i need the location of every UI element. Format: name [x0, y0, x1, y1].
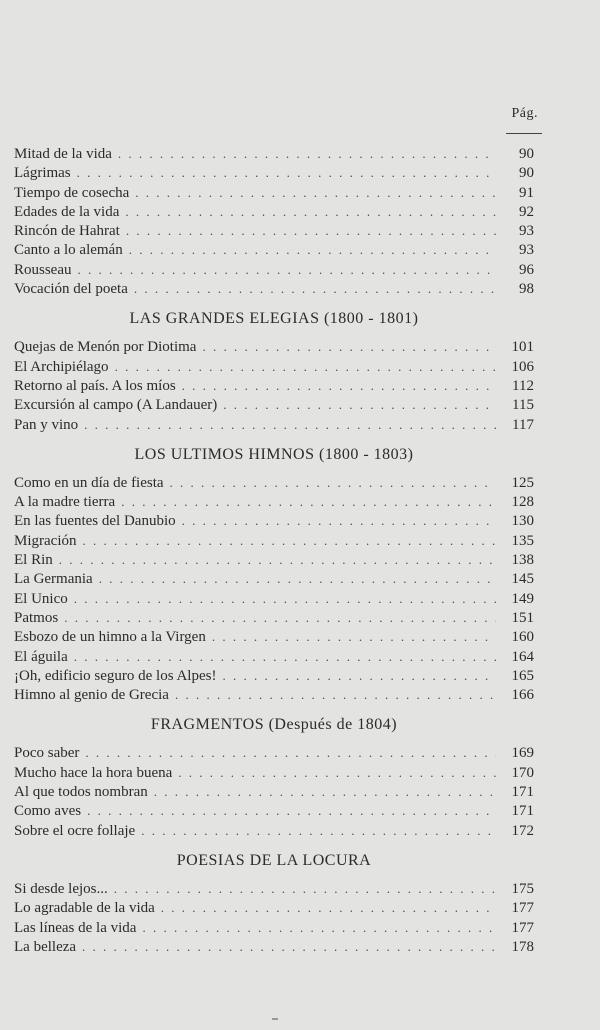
entry-page-number: 171 — [511, 803, 534, 820]
entry-page-number: 130 — [511, 513, 534, 530]
dot-leader — [84, 415, 496, 434]
toc-entry — [14, 782, 534, 801]
toc-section — [14, 714, 534, 839]
toc-entry — [14, 801, 534, 820]
entry-title: Lágrimas — [14, 165, 71, 182]
entry-title: Mucho hace la hora buena — [14, 764, 173, 781]
dot-leader — [170, 473, 496, 492]
entry-title: Retorno al país. A los míos — [14, 377, 176, 394]
entry-title: Tiempo de cosecha — [14, 184, 130, 201]
entry-title: Rousseau — [14, 261, 72, 278]
dot-leader — [74, 647, 496, 666]
section-heading: LOS ULTIMOS HIMNOS (1800 - 1803) — [134, 445, 414, 463]
dot-leader — [175, 685, 496, 704]
entry-title: Vocación del poeta — [14, 281, 128, 298]
page-mark — [272, 1018, 278, 1020]
dot-leader — [99, 569, 496, 588]
entry-title: Patmos — [14, 609, 59, 626]
dot-leader — [178, 763, 496, 782]
entry-page-number: 151 — [511, 609, 534, 626]
entry-title: Esbozo de un himno a la Virgen — [14, 629, 206, 646]
dot-leader — [78, 260, 497, 279]
toc-entry — [14, 376, 534, 395]
toc-entry — [14, 395, 534, 414]
toc-entry — [14, 589, 534, 608]
dot-leader — [222, 666, 496, 685]
dot-leader — [141, 821, 496, 840]
entry-title: ¡Oh, edificio seguro de los Alpes! — [14, 667, 217, 684]
dot-leader — [82, 937, 496, 956]
toc-entry — [14, 240, 534, 259]
toc-entry — [14, 260, 534, 279]
entry-page-number: 175 — [511, 880, 534, 897]
dot-leader — [182, 511, 496, 530]
entry-page-number: 98 — [519, 281, 534, 298]
dot-leader — [85, 743, 496, 762]
dot-leader — [202, 337, 496, 356]
dot-leader — [82, 531, 496, 550]
entry-title: Como aves — [14, 803, 82, 820]
toc-entry — [14, 221, 534, 240]
entry-page-number: 145 — [511, 571, 534, 588]
entry-title: Sobre el ocre follaje — [14, 822, 136, 839]
toc-entry — [14, 608, 534, 627]
dot-leader — [154, 782, 496, 801]
entry-page-number: 92 — [519, 203, 534, 220]
section-heading: POESIAS DE LA LOCURA — [176, 851, 372, 869]
toc-entry — [14, 647, 534, 666]
entry-page-number: 138 — [511, 552, 534, 569]
dot-leader — [135, 183, 496, 202]
header-rule — [506, 133, 542, 134]
entry-page-number: 128 — [511, 494, 534, 511]
toc-section — [14, 308, 534, 433]
toc-entry — [14, 492, 534, 511]
entry-page-number: 160 — [511, 629, 534, 646]
dot-leader — [64, 608, 496, 627]
dot-leader — [134, 279, 496, 298]
entry-title: Excursión al campo (A Landauer) — [14, 397, 218, 414]
entry-page-number: 112 — [512, 377, 534, 394]
entry-title: Al que todos nombran — [14, 784, 148, 801]
entry-page-number: 172 — [511, 822, 534, 839]
toc-entry — [14, 898, 534, 917]
entry-page-number: 164 — [511, 648, 534, 665]
toc-entry — [14, 473, 534, 492]
toc-entry — [14, 937, 534, 956]
toc-entry — [14, 821, 534, 840]
toc-entry — [14, 743, 534, 762]
entry-title: En las fuentes del Danubio — [14, 513, 176, 530]
entry-page-number: 93 — [519, 242, 534, 259]
entry-title: Las líneas de la vida — [14, 919, 137, 936]
entry-title: Como en un día de fiesta — [14, 474, 164, 491]
toc-entry — [14, 685, 534, 704]
entry-page-number: 125 — [511, 474, 534, 491]
entry-page-number: 96 — [519, 261, 534, 278]
entry-page-number: 169 — [511, 745, 534, 762]
toc-section — [14, 850, 534, 956]
toc-entry — [14, 550, 534, 569]
entry-page-number: 90 — [519, 146, 534, 162]
entry-title: La Germania — [14, 571, 93, 588]
entry-page-number: 177 — [511, 919, 534, 936]
entry-page-number: 166 — [511, 687, 534, 704]
entry-title: Rincón de Hahrat — [14, 223, 120, 240]
entry-title: El águila — [14, 648, 68, 665]
section-heading: LAS GRANDES ELEGIAS (1800 - 1801) — [129, 310, 419, 328]
toc-entry — [14, 879, 534, 898]
entry-title: Poco saber — [14, 745, 80, 762]
entry-title: Si desde lejos... — [14, 880, 108, 897]
toc-entry — [14, 918, 534, 937]
entry-page-number: 135 — [511, 532, 534, 549]
entry-title: A la madre tierra — [14, 494, 116, 511]
dot-leader — [77, 163, 496, 182]
entry-page-number: 115 — [512, 397, 534, 414]
dot-leader — [126, 221, 496, 240]
entry-title: Lo agradable de la vida — [14, 900, 155, 917]
entry-title: Canto a lo alemán — [14, 242, 123, 259]
entry-title: El Archipiélago — [14, 358, 109, 375]
dot-leader — [87, 801, 496, 820]
dot-leader — [121, 492, 496, 511]
entry-page-number: 93 — [519, 223, 534, 240]
entry-page-number: 177 — [511, 900, 534, 917]
dot-leader — [142, 918, 496, 937]
entry-page-number: 106 — [511, 358, 534, 375]
toc-entry — [14, 415, 534, 434]
toc-entry — [14, 337, 534, 356]
entry-page-number: 171 — [511, 784, 534, 801]
toc-section — [14, 444, 534, 705]
dot-leader — [182, 376, 496, 395]
toc-entry — [14, 569, 534, 588]
dot-leader — [74, 589, 496, 608]
entry-title: El Rin — [14, 552, 53, 569]
section-heading: FRAGMENTOS (Después de 1804) — [150, 716, 398, 734]
entry-page-number: 149 — [511, 590, 534, 607]
entry-page-number: 91 — [519, 184, 534, 201]
toc-entry — [14, 163, 534, 182]
entry-page-number: 170 — [511, 764, 534, 781]
entry-page-number: 165 — [511, 667, 534, 684]
dot-leader — [161, 898, 496, 917]
entry-page-number: 90 — [519, 165, 534, 182]
toc-entry — [14, 183, 534, 202]
toc-section — [14, 144, 534, 298]
page-column-header: Pág. — [511, 106, 538, 121]
toc-entry — [14, 144, 534, 163]
entry-title: Mitad de la vida — [14, 146, 112, 162]
entry-title: Edades de la vida — [14, 203, 120, 220]
entry-page-number: 117 — [512, 416, 534, 433]
toc-entry — [14, 531, 534, 550]
toc-entry — [14, 666, 534, 685]
toc-entry — [14, 202, 534, 221]
toc-entry — [14, 511, 534, 530]
dot-leader — [118, 144, 496, 163]
dot-leader — [59, 550, 496, 569]
toc-entry — [14, 279, 534, 298]
dot-leader — [125, 202, 496, 221]
dot-leader — [115, 357, 496, 376]
dot-leader — [114, 879, 496, 898]
entry-title: La belleza — [14, 938, 77, 955]
entry-page-number: 101 — [511, 339, 534, 356]
entry-title: Himno al genio de Grecia — [14, 687, 169, 704]
dot-leader — [223, 395, 496, 414]
toc-entry — [14, 357, 534, 376]
toc-entry — [14, 763, 534, 782]
entry-page-number: 178 — [511, 938, 534, 955]
toc-entry — [14, 627, 534, 646]
dot-leader — [129, 240, 496, 259]
table-of-contents — [14, 144, 534, 956]
entry-title: Pan y vino — [14, 416, 79, 433]
entry-title: Migración — [14, 532, 77, 549]
entry-title: Quejas de Menón por Diotima — [14, 339, 197, 356]
entry-title: El Unico — [14, 590, 68, 607]
dot-leader — [212, 627, 496, 646]
